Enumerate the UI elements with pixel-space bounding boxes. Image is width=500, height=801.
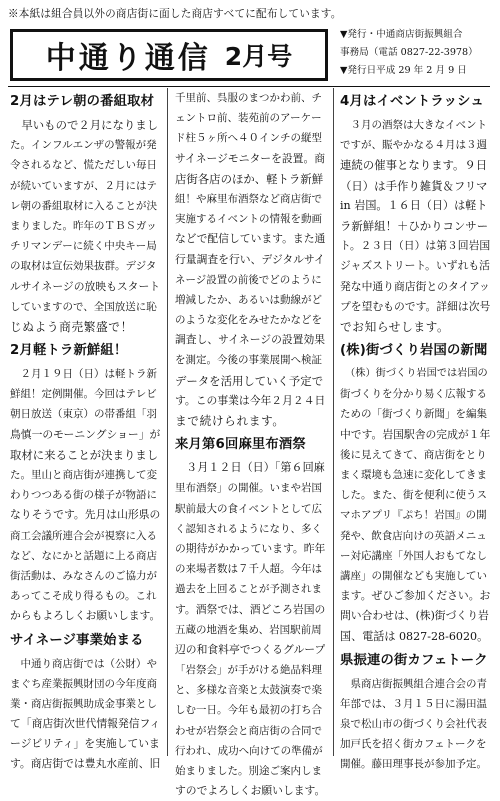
text-line: 発な中通り商店街とのタイアッ bbox=[340, 279, 490, 293]
text-line: 業・商店街振興助成金事業とし bbox=[10, 697, 157, 710]
text-line: 辺の和食料亭でつくるグループ bbox=[175, 642, 325, 656]
text-line: ト。２３日（日）は第３回岩国 bbox=[340, 239, 490, 253]
text-line: プを望むものです。詳細は次号 bbox=[340, 299, 490, 313]
text-line: 街づくりを分かり易く広報する bbox=[340, 388, 487, 401]
text-line: ですが、賑やかなる４月は３週 bbox=[340, 139, 487, 152]
text-line: などで配信しています。また通 bbox=[175, 232, 325, 246]
text-line: 調査し、サイネージの設置効果 bbox=[175, 333, 325, 347]
column-3 bbox=[340, 88, 490, 775]
text-line: 過去を上回ることが予測されま bbox=[175, 583, 322, 596]
text-line: しむ一日。今年も最初の打ち合 bbox=[175, 704, 322, 717]
text-line: した。また、街を便利に使うス bbox=[340, 489, 487, 502]
text-line: レ朝の番組取材に入ることが決 bbox=[10, 199, 157, 212]
headline-signage: サイネージ事業始まる bbox=[10, 632, 144, 648]
text-line: 五蔵の地酒を集め、岩国駅前周 bbox=[175, 623, 322, 636]
text-line: なりそうです。先月は山形県の bbox=[10, 508, 160, 522]
text-line: と、多様な音楽と太鼓演奏で楽 bbox=[175, 684, 322, 697]
text-line: わりつつある街の様子が物語に bbox=[10, 489, 157, 502]
text-line: 千里前、呉服のまつかわ前、チ bbox=[175, 92, 322, 104]
article-body bbox=[10, 654, 160, 775]
text-line: の来場者数は７千人超。今年は bbox=[175, 563, 322, 576]
text-line: た。里山と商店街が連携して変 bbox=[10, 469, 157, 481]
text-line: 県商店街振興組合連合会の青 bbox=[340, 677, 487, 690]
article-body bbox=[340, 364, 490, 647]
text-line: ２月１９日（日）は軽トラ新 bbox=[10, 368, 157, 381]
text-line: 中です。岩国駅舎の完成が１年 bbox=[340, 427, 490, 441]
text-line: 街活動は、みなさんのご協力が bbox=[10, 569, 157, 582]
text-line: サイネージモニターを設置。商 bbox=[175, 151, 325, 165]
article-body bbox=[175, 458, 325, 801]
publisher-info bbox=[340, 26, 478, 80]
text-line: 年部では、３月１５日に湯田温 bbox=[340, 697, 487, 710]
text-line: く認知されるようになり、多く bbox=[175, 522, 322, 535]
text-line: 早いもので２月になりまし bbox=[10, 118, 159, 132]
article-body bbox=[10, 364, 160, 626]
column-2 bbox=[175, 88, 325, 801]
headline-cafe-talk: 県振連の街カフェトーク bbox=[340, 652, 488, 668]
text-line: 行量調査を行い、デジタルサイ bbox=[175, 252, 325, 266]
distribution-notice: ※本紙は組合員以外の商店街に面した商店すべてに配布しています。 bbox=[8, 8, 342, 20]
text-line: す。この事業は今年２月２４日 bbox=[175, 393, 325, 407]
text-line: マホアプリ『ぷち！岩国』の開 bbox=[340, 509, 487, 522]
text-line: を測定。今後の事業展開へ検証 bbox=[175, 354, 322, 367]
text-line: 商工会議所連合会が視察に入る bbox=[10, 529, 157, 542]
text-line: 発や、飲食店向けの英語メニュ bbox=[340, 529, 487, 542]
column-1 bbox=[10, 88, 160, 775]
text-line: 開催。藤田理事長が参加予定。 bbox=[340, 758, 487, 771]
text-line: ラ新鮮組！＋ひかりコンサー bbox=[340, 218, 489, 233]
text-line: 実施するイベントの情報を動画 bbox=[175, 213, 322, 226]
column-divider bbox=[167, 88, 168, 756]
text-line: 駅前最大の食イベントとして広 bbox=[175, 502, 322, 515]
article-body bbox=[175, 88, 325, 431]
text-line: ３月の酒祭は大きなイベント bbox=[340, 119, 487, 131]
text-line: ます。ぜひご参加ください。お bbox=[340, 589, 490, 603]
text-line: 問い合わせは、(株)街づくり岩 bbox=[340, 609, 489, 623]
text-line: まく環境も急速に変化してきま bbox=[340, 469, 487, 481]
text-line: 鮮組！定例開催。今回はテレビ bbox=[10, 388, 157, 401]
publisher-line: ▼発行・中通商店街振興組合 bbox=[340, 29, 463, 40]
text-line: す。酒祭では、酒どころ岩国の bbox=[175, 602, 325, 616]
text-line: ネージ設置の前後でどのように bbox=[175, 273, 322, 286]
text-line: ルサイネージの放映もスタート bbox=[10, 279, 160, 293]
text-line: ジャズストリート。いずれも活 bbox=[340, 259, 490, 273]
headline-sake-festival: 来月第6回麻里布酒祭 bbox=[175, 437, 306, 453]
text-line: 増減したか、あるいは動線がど bbox=[175, 293, 322, 306]
article-body bbox=[340, 115, 490, 337]
text-line: すのでよろしくお願いします。 bbox=[175, 784, 325, 798]
headline-machizukuri-newspaper: (株)街づくり岩国の新聞 bbox=[340, 343, 488, 359]
text-line: ３月１２日（日）「第６回麻 bbox=[175, 461, 325, 475]
text-line: 後に見えてきて、商店街をとり bbox=[340, 448, 487, 461]
text-line: 加戸氏を招く街カフェトークを bbox=[340, 738, 487, 751]
masthead bbox=[10, 29, 328, 81]
text-line: 組！や麻里布酒祭など商店街で bbox=[175, 192, 322, 205]
text-line: ー対応講座「外国人おもてなし bbox=[340, 549, 487, 562]
text-line: まりました。昨年のＴＢＳガッ bbox=[10, 219, 157, 232]
text-line: 泉で松山市の街づくり会社代表 bbox=[340, 718, 487, 731]
article-body bbox=[340, 674, 490, 775]
text-line: て「商店街次世代情報発信フィ bbox=[10, 717, 160, 731]
article-body bbox=[10, 115, 160, 337]
publish-date: ▼発行日平成 29 年 2 月 9 日 bbox=[340, 65, 467, 76]
text-line: 鳥慎一のモーニングショー」が bbox=[10, 427, 160, 441]
newsletter-title: 中通り通信 bbox=[45, 41, 211, 76]
text-line: 講座」の開催なども実施してい bbox=[340, 569, 487, 582]
text-line: 始まりました。別途ご案内しま bbox=[175, 765, 322, 777]
text-line: た。インフルエンザの警報が発 bbox=[10, 139, 157, 152]
text-line: の取材は宣伝効果抜群。デジタ bbox=[10, 260, 157, 273]
masthead-rule bbox=[8, 86, 490, 87]
text-line: チリマンデーに続く中央キー局 bbox=[10, 240, 157, 253]
text-line: 「岩祭会」が手がける絶品料理 bbox=[175, 664, 322, 677]
text-line: からもよろしくお願いします。 bbox=[10, 609, 160, 623]
column-divider bbox=[333, 88, 334, 756]
text-line: ための「街づくり新聞」を編集 bbox=[340, 408, 487, 421]
text-line: の期待がかかっています。昨年 bbox=[175, 541, 325, 555]
text-line: 中通り商店街では（公財）や bbox=[10, 657, 157, 670]
publisher-contact: 事務局（電話 0827-22-3978） bbox=[340, 47, 478, 58]
text-line: ェントロ前、装苑前のアーケー bbox=[175, 112, 322, 125]
text-line: （株）街づくり岩国では岩国の bbox=[340, 368, 488, 380]
text-line: 令されるなど、慌ただしい毎日 bbox=[10, 159, 157, 172]
text-line: わせが岩祭会と商店街の合同で bbox=[175, 724, 322, 737]
headline-tv-asahi: 2月はテレ朝の番組取材 bbox=[10, 94, 155, 109]
text-line: まで続けられます。 bbox=[175, 414, 285, 428]
text-line: 国、電話は 0827-28-6020。 bbox=[340, 629, 489, 643]
text-line: 里布酒祭」の開催。いまや岩国 bbox=[175, 482, 322, 495]
text-line: （日）は手作り雑貨＆フリマ bbox=[340, 178, 488, 193]
headline-kei-truck: 2月軽トラ新鮮組！ bbox=[10, 343, 128, 359]
text-line: ド柱５ヶ所へ４０インチの縦型 bbox=[175, 132, 322, 145]
text-line: データを活用していく予定で bbox=[175, 373, 324, 388]
text-line: のような変化をみせたかなどを bbox=[175, 314, 322, 327]
text-line: でお知らせします。 bbox=[340, 319, 450, 334]
text-line: in 岩国。１６日（日）は軽ト bbox=[340, 198, 488, 212]
text-line: が続いていますが、２月にはテ bbox=[10, 179, 157, 192]
text-line: 店街各店のほか、軽トラ新鮮 bbox=[175, 171, 324, 186]
text-line: 朝日放送（東京）の帯番組「羽 bbox=[10, 408, 157, 421]
text-line: 連続の催事となります。９日 bbox=[340, 158, 488, 173]
issue-month: 2月号 bbox=[224, 42, 293, 71]
text-line: など、なにかと話題に上る商店 bbox=[10, 549, 157, 562]
text-line: まぐち産業振興財団の今年度商 bbox=[10, 677, 157, 690]
text-line: ージビリティ」を実施していま bbox=[10, 737, 160, 751]
text-line: じぬよう商売繁盛で！ bbox=[10, 319, 133, 334]
text-line: あってこそ成り得るもの。これ bbox=[10, 590, 157, 603]
text-line: す。商店街では豊丸水産前、旧 bbox=[10, 757, 160, 771]
text-line: していますので、全国放送に恥 bbox=[10, 300, 157, 313]
text-line: 行われ、成功へ向けての準備が bbox=[175, 744, 323, 757]
headline-april-events: 4月はイベントラッシュ bbox=[340, 94, 484, 109]
text-line: 取材に来ることが決まりまし bbox=[10, 447, 159, 462]
